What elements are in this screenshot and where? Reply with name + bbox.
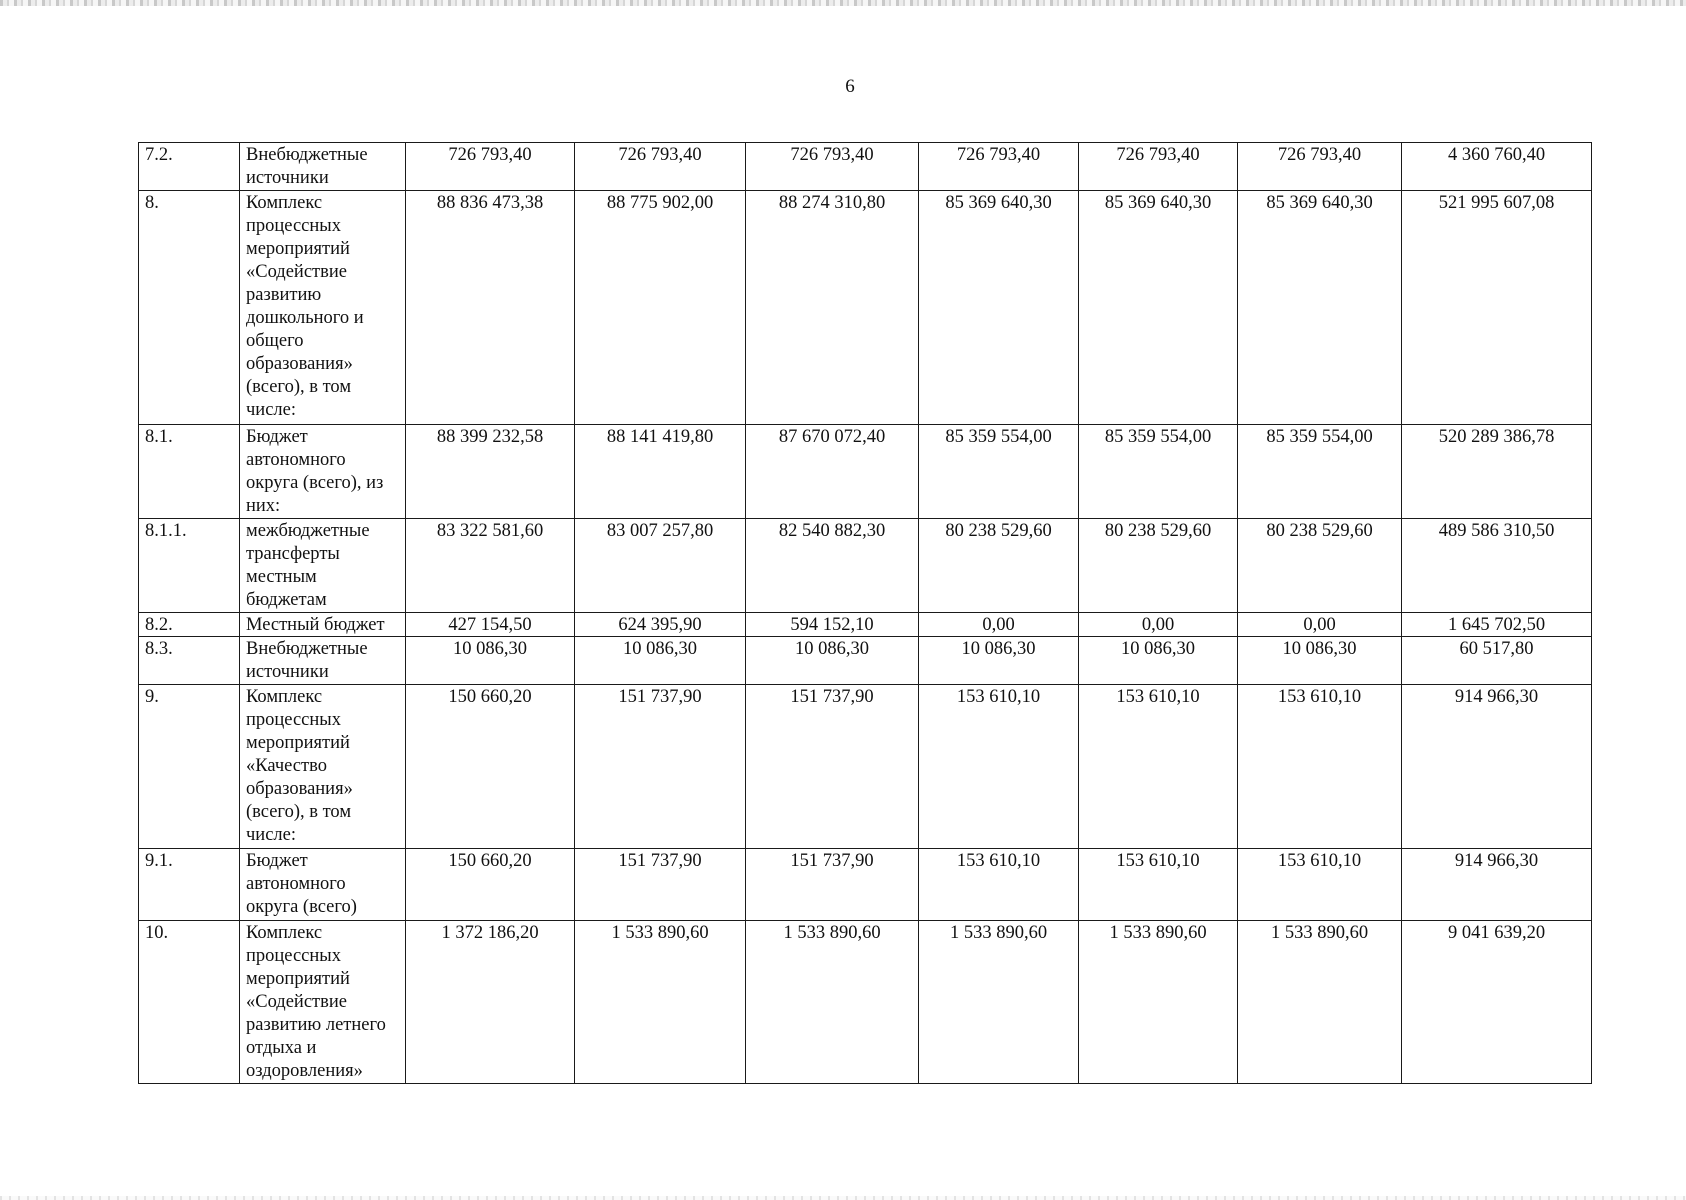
value-cell: 624 395,90	[575, 613, 746, 637]
value-cell: 151 737,90	[746, 849, 919, 921]
value-cell: 1 533 890,60	[746, 921, 919, 1084]
scan-edge-bottom	[0, 1196, 1686, 1200]
total-cell: 914 966,30	[1402, 685, 1592, 849]
value-cell: 87 670 072,40	[746, 425, 919, 519]
table-row	[139, 613, 1592, 637]
value-cell: 1 533 890,60	[575, 921, 746, 1084]
value-cell: 726 793,40	[919, 143, 1079, 191]
row-code: 8.1.1.	[139, 519, 240, 613]
table-row	[139, 685, 1592, 849]
total-cell: 520 289 386,78	[1402, 425, 1592, 519]
value-cell: 153 610,10	[1079, 849, 1238, 921]
value-cell: 0,00	[1079, 613, 1238, 637]
table-row	[139, 425, 1592, 519]
value-cell: 726 793,40	[406, 143, 575, 191]
row-code: 7.2.	[139, 143, 240, 191]
table-row	[139, 191, 1592, 425]
value-cell: 85 369 640,30	[919, 191, 1079, 425]
value-cell: 151 737,90	[746, 685, 919, 849]
value-cell: 151 737,90	[575, 685, 746, 849]
value-cell: 88 141 419,80	[575, 425, 746, 519]
value-cell: 153 610,10	[1238, 849, 1402, 921]
row-code: 8.	[139, 191, 240, 425]
value-cell: 80 238 529,60	[1079, 519, 1238, 613]
total-cell: 914 966,30	[1402, 849, 1592, 921]
row-label: Местный бюджет	[240, 613, 406, 637]
row-label: Комплекс процессных мероприятий «Содействие развитию дошкольного и общего образования» (всего), в том числе:	[240, 191, 406, 425]
row-label: Бюджет автономного округа (всего)	[240, 849, 406, 921]
value-cell: 1 533 890,60	[1238, 921, 1402, 1084]
row-label: Комплекс процессных мероприятий «Содействие развитию летнего отдыха и оздоровления»	[240, 921, 406, 1084]
total-cell: 9 041 639,20	[1402, 921, 1592, 1084]
value-cell: 85 369 640,30	[1079, 191, 1238, 425]
value-cell: 726 793,40	[575, 143, 746, 191]
row-label: Комплекс процессных мероприятий «Качество образования» (всего), в том числе:	[240, 685, 406, 849]
value-cell: 85 359 554,00	[1238, 425, 1402, 519]
value-cell: 1 533 890,60	[1079, 921, 1238, 1084]
table-row	[139, 519, 1592, 613]
value-cell: 88 274 310,80	[746, 191, 919, 425]
row-label: Внебюджетные источники	[240, 143, 406, 191]
value-cell: 10 086,30	[575, 637, 746, 685]
row-label: Внебюджетные источники	[240, 637, 406, 685]
value-cell: 153 610,10	[1238, 685, 1402, 849]
scan-edge-top	[0, 0, 1686, 6]
row-code: 10.	[139, 921, 240, 1084]
row-label: межбюджетные трансферты местным бюджетам	[240, 519, 406, 613]
value-cell: 83 322 581,60	[406, 519, 575, 613]
value-cell: 726 793,40	[746, 143, 919, 191]
total-cell: 4 360 760,40	[1402, 143, 1592, 191]
value-cell: 83 007 257,80	[575, 519, 746, 613]
value-cell: 1 533 890,60	[919, 921, 1079, 1084]
value-cell: 88 399 232,58	[406, 425, 575, 519]
value-cell: 85 369 640,30	[1238, 191, 1402, 425]
value-cell: 10 086,30	[746, 637, 919, 685]
value-cell: 427 154,50	[406, 613, 575, 637]
value-cell: 10 086,30	[406, 637, 575, 685]
value-cell: 85 359 554,00	[919, 425, 1079, 519]
total-cell: 1 645 702,50	[1402, 613, 1592, 637]
value-cell: 80 238 529,60	[1238, 519, 1402, 613]
total-cell: 521 995 607,08	[1402, 191, 1592, 425]
row-label: Бюджет автономного округа (всего), из них:	[240, 425, 406, 519]
value-cell: 150 660,20	[406, 849, 575, 921]
value-cell: 594 152,10	[746, 613, 919, 637]
budget-table	[138, 142, 1592, 1084]
value-cell: 88 836 473,38	[406, 191, 575, 425]
table-row	[139, 637, 1592, 685]
value-cell: 80 238 529,60	[919, 519, 1079, 613]
value-cell: 726 793,40	[1079, 143, 1238, 191]
row-code: 8.3.	[139, 637, 240, 685]
value-cell: 151 737,90	[575, 849, 746, 921]
value-cell: 88 775 902,00	[575, 191, 746, 425]
table-row	[139, 921, 1592, 1084]
row-code: 8.1.	[139, 425, 240, 519]
value-cell: 153 610,10	[1079, 685, 1238, 849]
page-number: 6	[845, 76, 855, 97]
value-cell: 150 660,20	[406, 685, 575, 849]
value-cell: 85 359 554,00	[1079, 425, 1238, 519]
row-code: 8.2.	[139, 613, 240, 637]
value-cell: 0,00	[1238, 613, 1402, 637]
total-cell: 60 517,80	[1402, 637, 1592, 685]
value-cell: 0,00	[919, 613, 1079, 637]
row-code: 9.	[139, 685, 240, 849]
total-cell: 489 586 310,50	[1402, 519, 1592, 613]
value-cell: 10 086,30	[1079, 637, 1238, 685]
value-cell: 10 086,30	[919, 637, 1079, 685]
value-cell: 153 610,10	[919, 849, 1079, 921]
row-code: 9.1.	[139, 849, 240, 921]
value-cell: 82 540 882,30	[746, 519, 919, 613]
value-cell: 153 610,10	[919, 685, 1079, 849]
table-row	[139, 143, 1592, 191]
value-cell: 10 086,30	[1238, 637, 1402, 685]
value-cell: 726 793,40	[1238, 143, 1402, 191]
table-row	[139, 849, 1592, 921]
value-cell: 1 372 186,20	[406, 921, 575, 1084]
